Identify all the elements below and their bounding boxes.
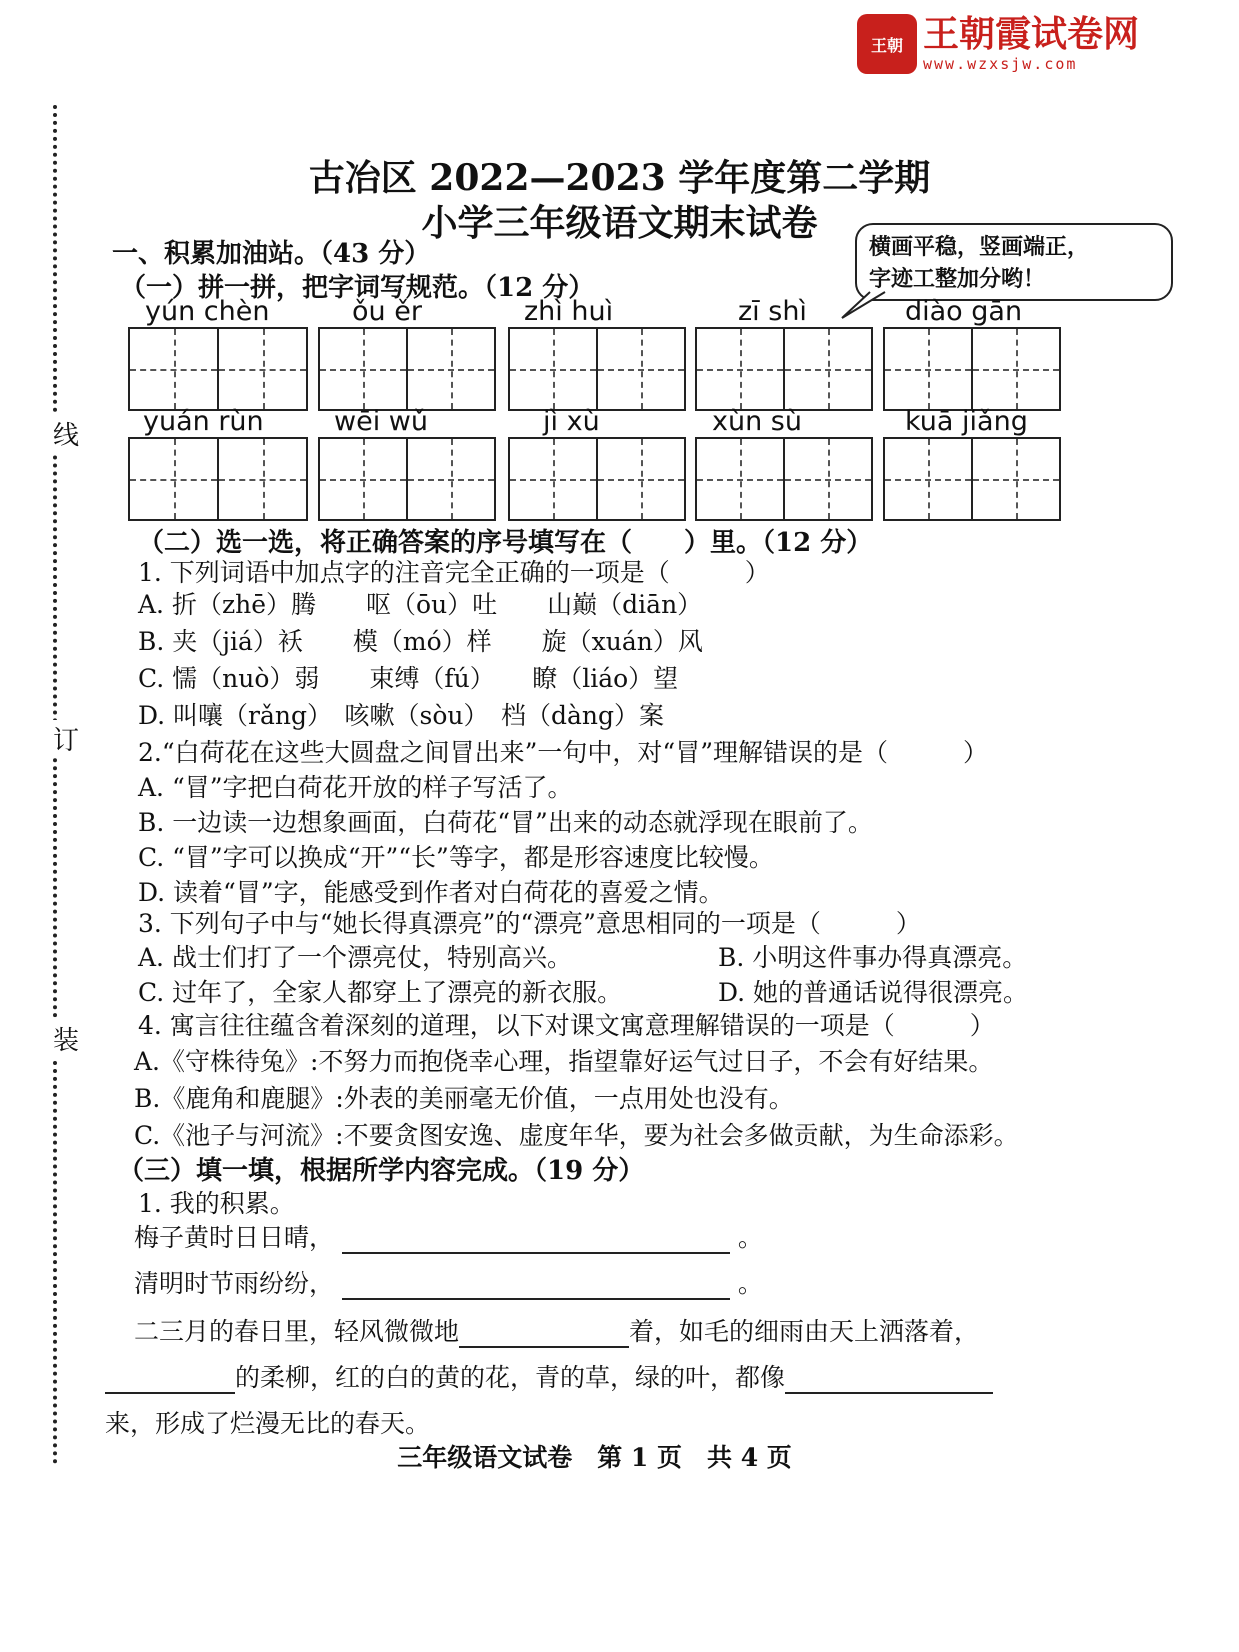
write-box[interactable]	[128, 437, 308, 521]
pinyin-4: zī shì	[738, 296, 807, 327]
period: 。	[737, 1223, 763, 1252]
pinyin-9: xùn sù	[712, 406, 802, 437]
q2-option-d: D. 读着“冒”字，能感受到作者对白荷花的喜爱之情。	[138, 878, 724, 907]
write-box[interactable]	[883, 327, 1061, 411]
exam-title-line1: 古冶区 2022—2023 学年度第二学期	[308, 157, 931, 199]
write-box[interactable]	[318, 437, 496, 521]
bubble-tail	[840, 290, 900, 320]
binding-dotted-line	[53, 105, 57, 1465]
passage-text: 着，如毛的细雨由天上洒落着，	[629, 1317, 980, 1346]
logo-badge-icon: 王朝	[857, 14, 917, 74]
answer-blank[interactable]	[459, 1318, 629, 1348]
passage-text: 二三月的春日里，轻风微微地	[134, 1317, 460, 1346]
part2-heading: （二）选一选，将正确答案的序号填写在（ ）里。（12 分）	[138, 528, 873, 558]
q1-option-d: D. 叫嚷（rǎng） 咳嗽（sòu） 档（dàng）案	[138, 701, 665, 730]
write-box[interactable]	[883, 437, 1061, 521]
binding-char-top: 线	[50, 415, 82, 452]
q2-stem: 2.“白荷花在这些大圆盘之间冒出来”一句中，对“冒”理解错误的是（ ）	[138, 738, 988, 767]
q3-option-c: C. 过年了，全家人都穿上了漂亮的新衣服。	[138, 978, 623, 1007]
q2-option-b: B. 一边读一边想象画面，白荷花“冒”出来的动态就浮现在眼前了。	[138, 808, 873, 837]
tip-line1: 横画平稳，竖画端正，	[869, 234, 1090, 260]
q4-option-b: B.《鹿角和鹿腿》:外表的美丽毫无价值，一点用处也没有。	[134, 1084, 794, 1113]
passage-line-3: 来，形成了烂漫无比的春天。	[105, 1409, 431, 1438]
answer-blank[interactable]	[342, 1224, 730, 1254]
binding-char-middle: 订	[50, 720, 82, 757]
page-footer: 三年级语文试卷 第 1 页 共 4 页	[397, 1443, 792, 1472]
q4-option-a: A.《守株待兔》:不努力而抱侥幸心理，指望靠好运气过日子，不会有好结果。	[134, 1047, 994, 1076]
logo-url: www.wzxsjw.com	[923, 55, 1078, 73]
q3-option-a: A. 战士们打了一个漂亮仗，特别高兴。	[138, 943, 572, 972]
write-box[interactable]	[695, 327, 873, 411]
tip-bubble	[855, 223, 1173, 301]
pinyin-1: yún chèn	[145, 296, 270, 327]
write-box[interactable]	[508, 327, 686, 411]
part3-heading: （三）填一填，根据所学内容完成。（19 分）	[118, 1156, 645, 1186]
period: 。	[737, 1269, 763, 1298]
pinyin-10: kuā jiǎng	[905, 406, 1028, 437]
q3-option-b: B. 小明这件事办得真漂亮。	[718, 943, 1028, 972]
passage-line-2	[105, 1358, 993, 1394]
tip-line2: 字迹工整加分哟！	[869, 266, 1046, 292]
logo-name: 王朝霞试卷网	[923, 14, 1140, 55]
write-box[interactable]	[695, 437, 873, 521]
passage-text: 的柔柳，红的白的黄的花，青的草，绿的叶，都像	[235, 1363, 786, 1392]
pinyin-8: jì xù	[543, 406, 600, 437]
pinyin-3: zhì huì	[524, 296, 614, 327]
part1-heading: （一）拼一拼，把字词写规范。（12 分）	[120, 273, 595, 303]
passage-line-1	[134, 1312, 979, 1348]
site-logo	[857, 14, 1139, 74]
poem-line-1-prefix: 梅子黄时日日晴，	[134, 1223, 335, 1252]
q4-stem: 4. 寓言往往蕴含着深刻的道理，以下对课文寓意理解错误的一项是（ ）	[138, 1011, 995, 1040]
q1-stem: 1. 下列词语中加点字的注音完全正确的一项是（ ）	[138, 558, 770, 587]
poem-line-2	[134, 1264, 763, 1300]
pinyin-2: ǒu ěr	[352, 296, 422, 327]
answer-blank[interactable]	[785, 1364, 993, 1394]
q2-option-c: C. “冒”字可以换成“开”“长”等字，都是形容速度比较慢。	[138, 843, 774, 872]
binding-char-bottom: 装	[50, 1020, 82, 1057]
write-box[interactable]	[128, 327, 308, 411]
q1-option-b: B. 夹（jiá）袄 模（mó）样 旋（xuán）风	[138, 627, 703, 656]
poem-line-2-prefix: 清明时节雨纷纷，	[134, 1269, 335, 1298]
q3-option-d: D. 她的普通话说得很漂亮。	[718, 978, 1029, 1007]
write-box[interactable]	[318, 327, 496, 411]
q3-stem: 3. 下列句子中与“她长得真漂亮”的“漂亮”意思相同的一项是（ ）	[138, 909, 921, 938]
exam-title-line2: 小学三年级语文期末试卷	[421, 202, 818, 244]
pinyin-7: wēi wǔ	[334, 406, 428, 437]
q2-option-a: A. “冒”字把白荷花开放的样子写活了。	[138, 773, 573, 802]
pinyin-6: yuán rùn	[143, 406, 264, 437]
answer-blank[interactable]	[105, 1364, 235, 1394]
pinyin-5: diào gān	[905, 296, 1023, 327]
q1-option-a: A. 折（zhē）腾 呕（ōu）吐 山巅（diān）	[138, 590, 703, 619]
q1-option-c: C. 懦（nuò）弱 束缚（fú） 瞭（liáo）望	[138, 664, 679, 693]
answer-blank[interactable]	[342, 1270, 730, 1300]
q4-option-c: C.《池子与河流》:不要贪图安逸、虚度年华，要为社会多做贡献，为生命添彩。	[134, 1121, 1019, 1150]
section1-heading: 一、积累加油站。（43 分）	[112, 239, 431, 269]
poem-line-1	[134, 1218, 763, 1254]
part3-q1-title: 1. 我的积累。	[138, 1189, 295, 1218]
write-box[interactable]	[508, 437, 686, 521]
